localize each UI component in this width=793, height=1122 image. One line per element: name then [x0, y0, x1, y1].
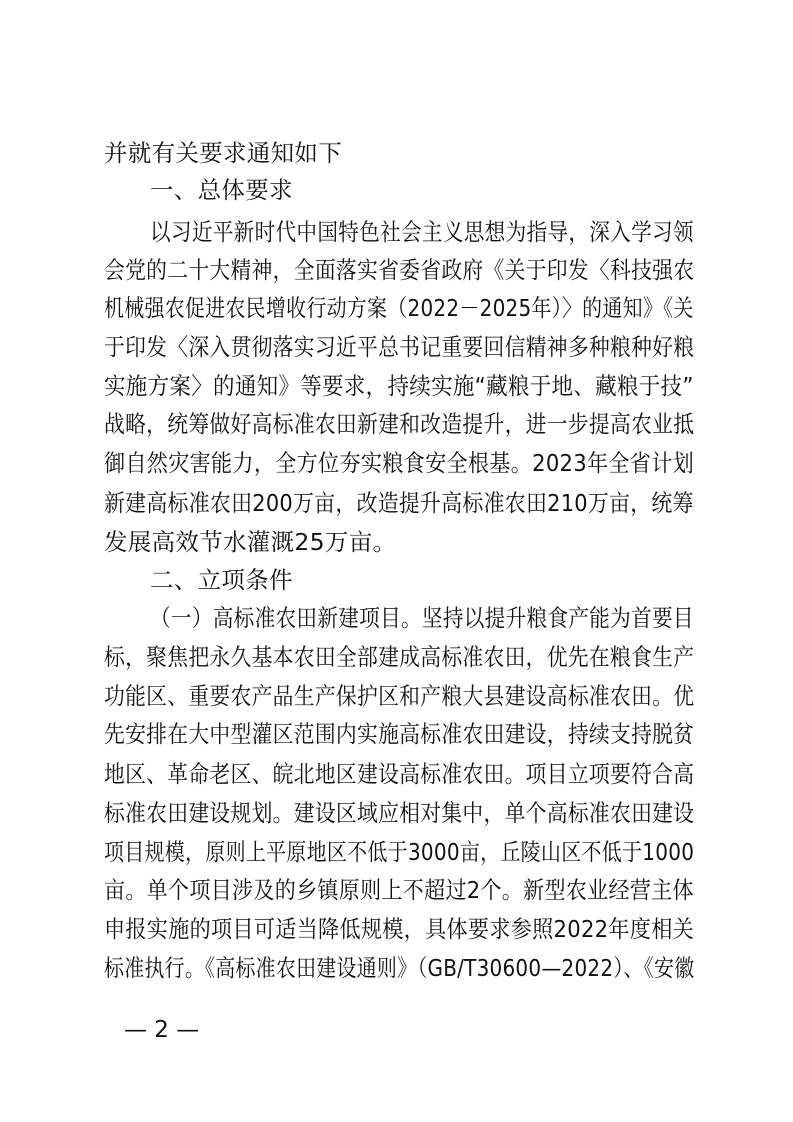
text-line: 御自然灾害能力，全方位夯实粮食安全根基。2023年全省计划: [104, 449, 695, 477]
text-line: 发展高效节水灌溉25万亩。: [104, 528, 397, 556]
section-heading-2: 二、立项条件: [150, 566, 293, 594]
text-line: （一）高标准农田新建项目。坚持以提升粮食产能为首要目: [150, 604, 694, 632]
text-line: 战略，统筹做好高标准农田新建和改造提升，进一步提高农业抵: [104, 410, 695, 438]
text-line: 先安排在大中型灌区范围内实施高标准农田建设，持续支持脱贫: [104, 720, 695, 748]
text-line: 机械强农促进农民增收行动方案（2022－2025年）〉的通知》《关: [104, 294, 694, 322]
text-line: 标准农田建设规划。建设区域应相对集中，单个高标准农田建设: [104, 799, 695, 827]
text-line: 亩。单个项目涉及的乡镇原则上不超过2个。新型农业经营主体: [104, 876, 694, 904]
text-line: 新建高标准农田200万亩，改造提升高标准农田210万亩，统筹: [104, 489, 694, 517]
text-line: 标准执行。《高标准农田建设通则》（GB/T30600—2022）、《安徽: [104, 954, 695, 982]
text-line: 标，聚焦把永久基本农田全部建成高标准农田，优先在粮食生产: [104, 643, 695, 671]
text-line: 会党的二十大精神，全面落实省委省政府《关于印发〈科技强农: [104, 256, 695, 284]
text-line: 并就有关要求通知如下: [104, 139, 342, 167]
text-line: 实施方案〉的通知》等要求，持续实施“藏粮于地、藏粮于技”: [104, 372, 694, 400]
text-line: 于印发〈深入贯彻落实习近平总书记重要回信精神多种粮种好粮: [104, 333, 695, 361]
text-line: 以习近平新时代中国特色社会主义思想为指导，深入学习领: [150, 218, 694, 246]
text-line: 功能区、重要农产品生产保护区和产粮大县建设高标准农田。优: [104, 682, 695, 710]
text-line: 地区、革命老区、皖北地区建设高标准农田。项目立项要符合高: [104, 760, 695, 788]
page-number: — 2 —: [124, 1017, 200, 1043]
text-line: 项目规模，原则上平原地区不低于3000亩，丘陵山区不低于1000: [104, 838, 695, 866]
section-heading-1: 一、总体要求: [150, 176, 293, 204]
text-line: 申报实施的项目可适当降低规模，具体要求参照2022年度相关: [104, 915, 695, 943]
